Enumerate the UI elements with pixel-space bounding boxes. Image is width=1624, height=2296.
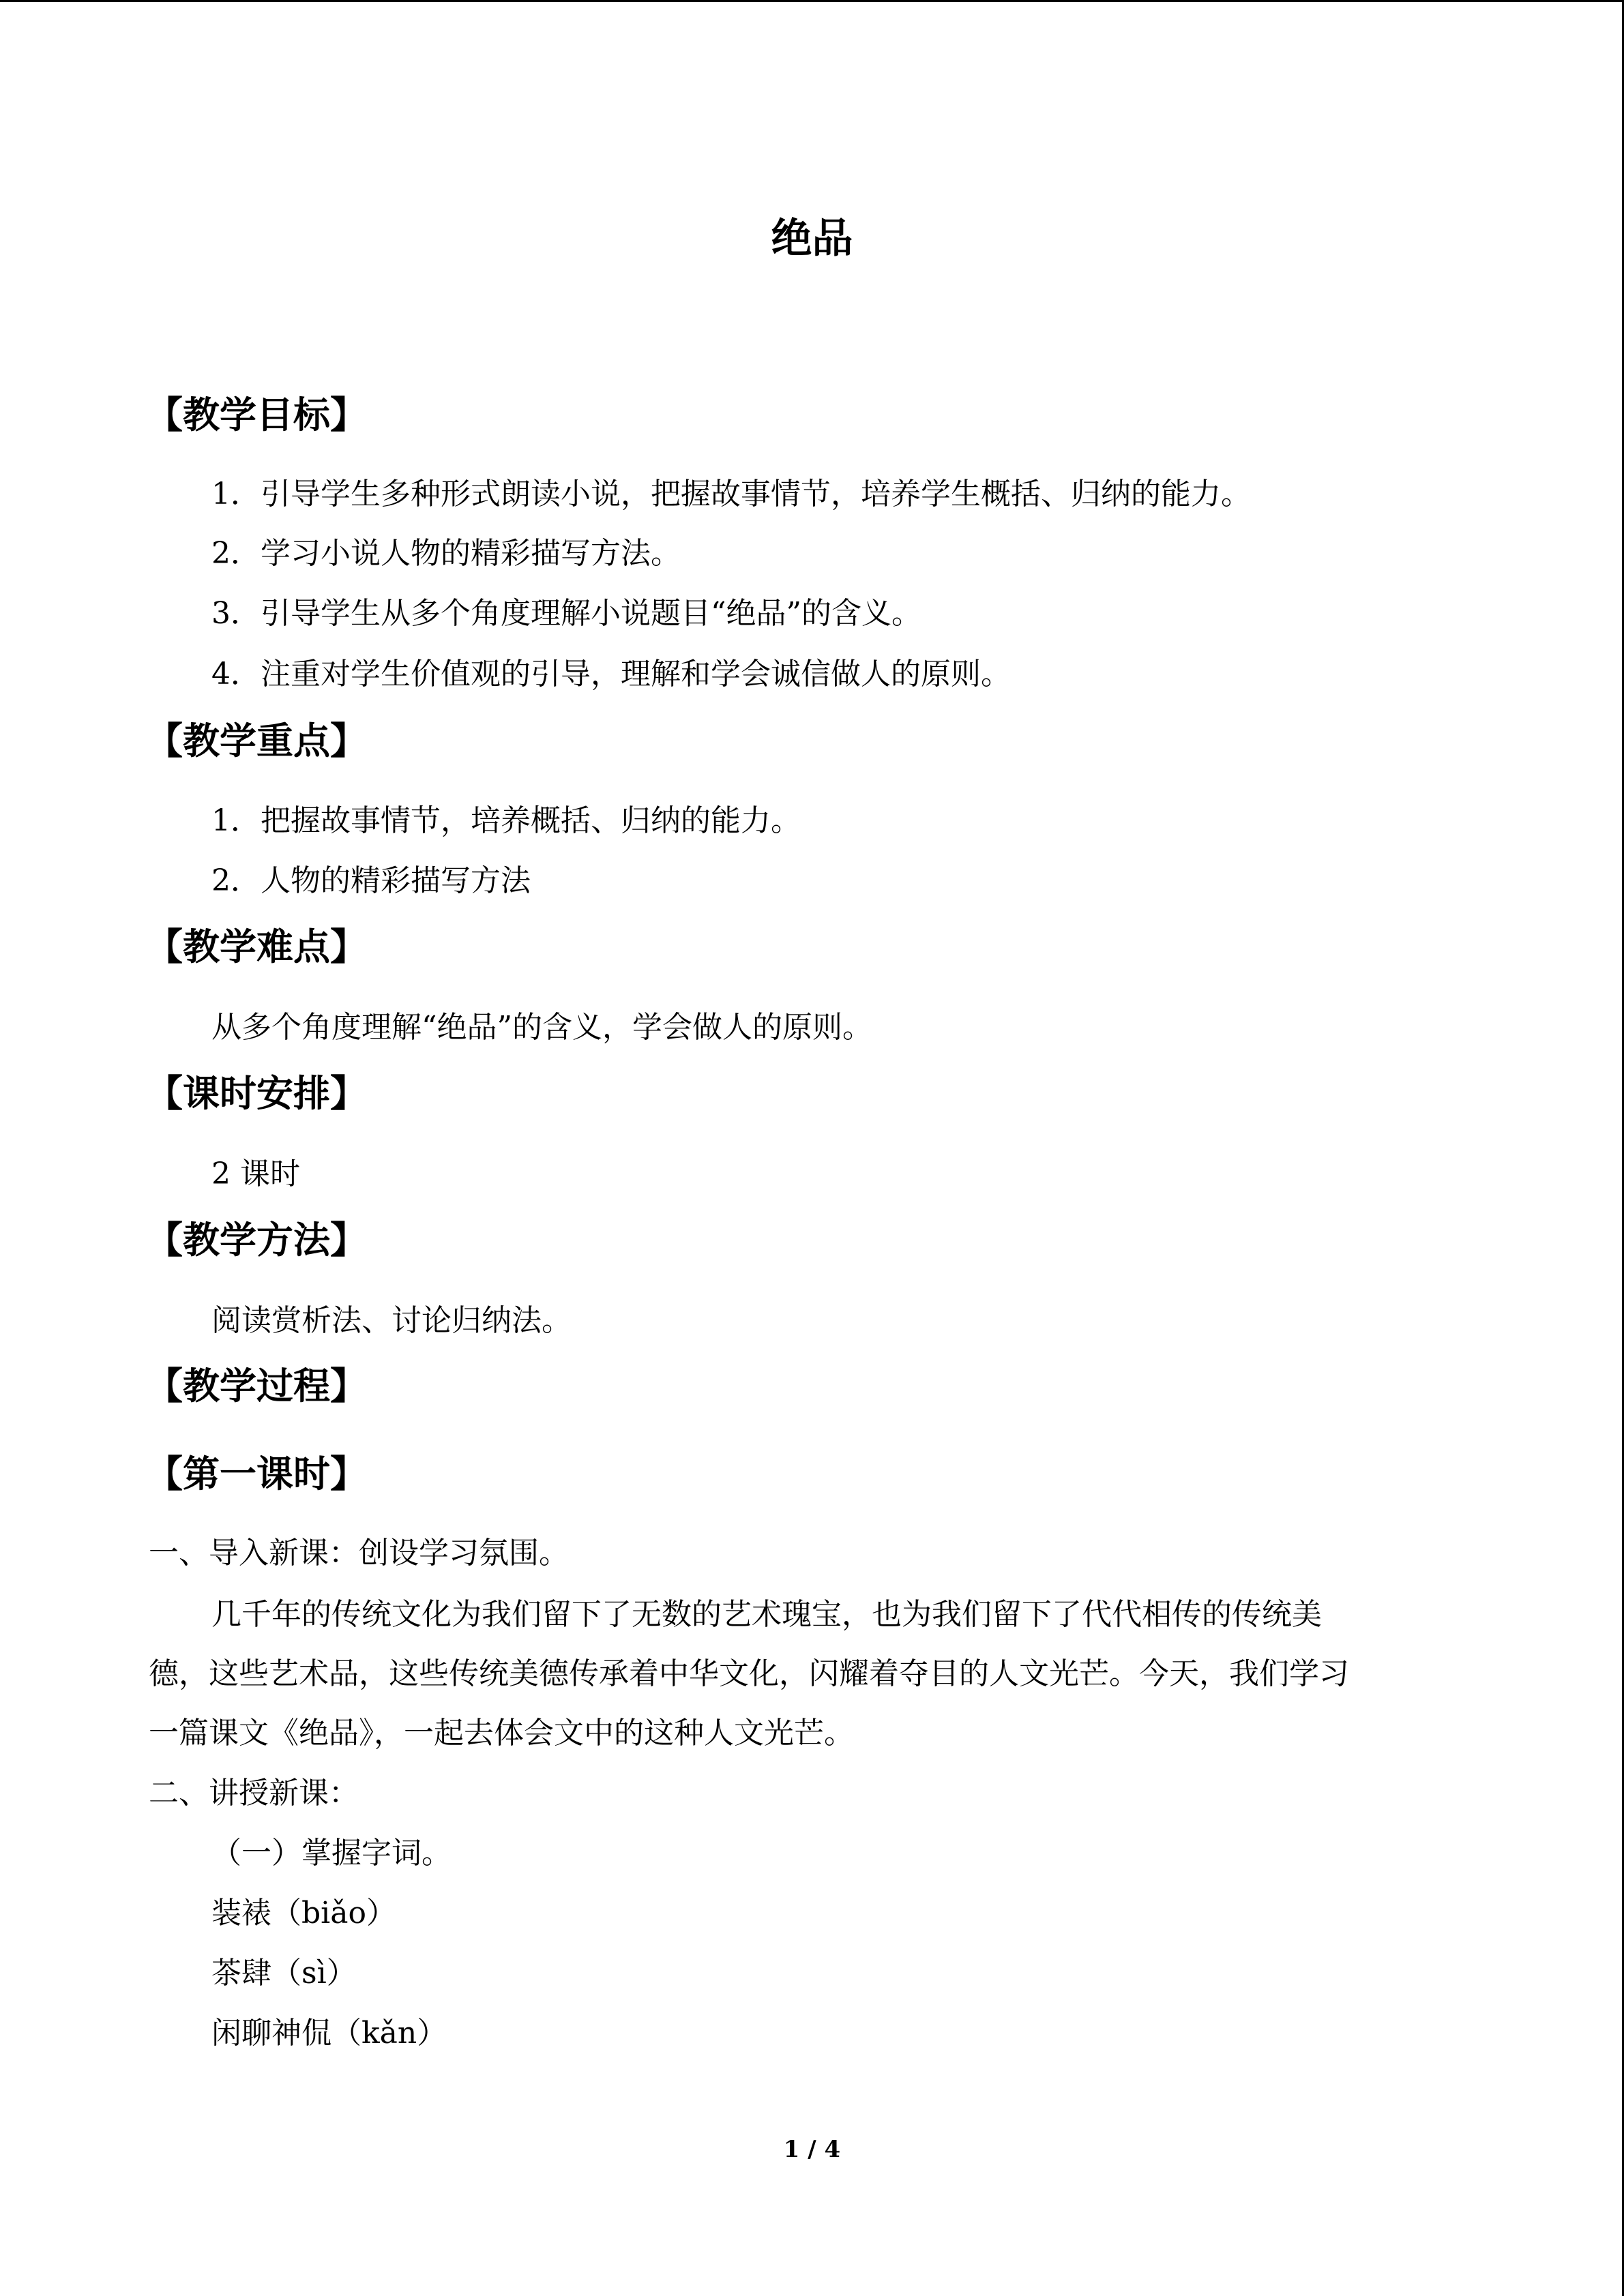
heading-key-points: 【教学重点】 bbox=[146, 719, 367, 762]
schedule-text: 2 课时 bbox=[211, 1157, 300, 1191]
objective-item: 2．学习小说人物的精彩描写方法。 bbox=[211, 536, 681, 571]
objective-item: 1．引导学生多种形式朗读小说，把握故事情节，培养学生概括、归纳的能力。 bbox=[211, 477, 1251, 511]
intro-paragraph-line: 一篇课文《绝品》，一起去体会文中的这种人文光芒。 bbox=[149, 1716, 854, 1750]
heading-difficulties: 【教学难点】 bbox=[146, 925, 367, 968]
key-point-item: 1．把握故事情节，培养概括、归纳的能力。 bbox=[211, 803, 801, 838]
key-point-item: 2．人物的精彩描写方法 bbox=[211, 863, 531, 898]
objective-item: 4．注重对学生价值观的引导，理解和学会诚信做人的原则。 bbox=[211, 657, 1011, 691]
heading-lesson-one: 【第一课时】 bbox=[146, 1452, 367, 1495]
vocab-item: 闲聊神侃（kǎn） bbox=[211, 2016, 447, 2051]
intro-paragraph-line: 德，这些艺术品，这些传统美德传承着中华文化，闪耀着夺目的人文光芒。今天，我们学习 bbox=[149, 1656, 1349, 1691]
intro-paragraph-line: 几千年的传统文化为我们留下了无数的艺术瑰宝，也为我们留下了代代相传的传统美 bbox=[211, 1597, 1322, 1632]
heading-methods: 【教学方法】 bbox=[146, 1218, 367, 1262]
page-border-top bbox=[0, 0, 1624, 2]
vocab-sub-label: （一）掌握字词。 bbox=[211, 1836, 452, 1870]
teach-label: 二、讲授新课： bbox=[149, 1776, 359, 1810]
page-title: 绝品 bbox=[771, 215, 853, 263]
vocab-item: 装裱（biǎo） bbox=[211, 1896, 396, 1930]
heading-schedule: 【课时安排】 bbox=[146, 1071, 367, 1115]
intro-label: 一、导入新课：创设学习氛围。 bbox=[149, 1536, 569, 1570]
page-number: 1 / 4 bbox=[783, 2136, 841, 2163]
vocab-item: 茶肆（sì） bbox=[211, 1956, 357, 1991]
heading-objectives: 【教学目标】 bbox=[146, 393, 367, 436]
methods-text: 阅读赏析法、讨论归纳法。 bbox=[211, 1303, 572, 1338]
heading-process: 【教学过程】 bbox=[146, 1364, 367, 1407]
difficulties-text: 从多个角度理解“绝品”的含义，学会做人的原则。 bbox=[211, 1010, 872, 1045]
objective-item: 3．引导学生从多个角度理解小说题目“绝品”的含义。 bbox=[211, 596, 921, 631]
